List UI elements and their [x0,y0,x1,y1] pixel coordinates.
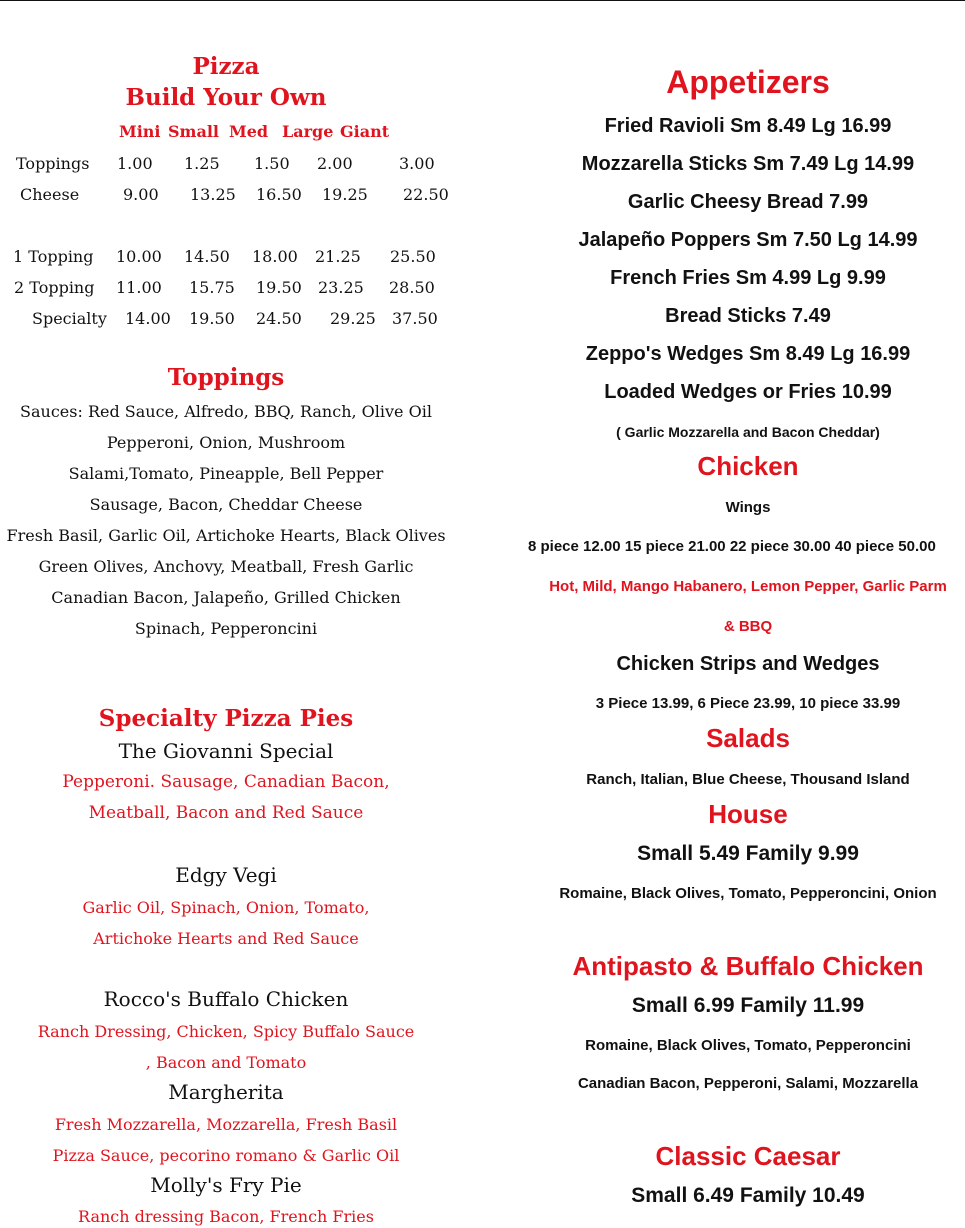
price-giant: 37.50 [392,309,438,328]
appetizer-item: Zeppo's Wedges Sm 8.49 Lg 16.99 [585,343,911,365]
wings-label: Wings [725,499,771,516]
specialty-desc: , Bacon and Tomato [145,1053,307,1072]
price-med: 1.50 [254,154,290,173]
specialty-desc: Ranch Dressing, Chicken, Spicy Buffalo Sauce [37,1022,415,1041]
price-large: 19.25 [322,185,368,204]
price-small: 14.50 [184,247,230,266]
wing-flavors: & BBQ [723,618,773,635]
price-giant: 22.50 [403,185,449,204]
price-mini: 14.00 [125,309,171,328]
size-large: Large [282,122,334,141]
appetizer-item: Mozzarella Sticks Sm 7.49 Lg 14.99 [581,153,915,175]
size-small: Small [168,122,220,141]
toppings-line: Spinach, Pepperoncini [134,619,318,638]
size-giant: Giant [340,122,390,141]
price-large: 29.25 [330,309,376,328]
toppings-line: Canadian Bacon, Jalapeño, Grilled Chicken [51,588,401,607]
specialty-name: Rocco's Buffalo Chicken [103,987,349,1011]
price-small: 1.25 [184,154,220,173]
price-med: 19.50 [256,278,302,297]
house-desc: Romaine, Black Olives, Tomato, Pepperoncini, Onion [559,885,937,902]
price-mini: 11.00 [116,278,162,297]
build-your-own-title: Build Your Own [125,84,327,111]
specialty-desc: Ranch dressing Bacon, French Fries [78,1207,374,1226]
appetizer-item: Loaded Wedges or Fries 10.99 [604,381,892,403]
salad-dressings: Ranch, Italian, Blue Cheese, Thousand Island [586,771,910,788]
row-label: Toppings [16,154,90,173]
price-large: 2.00 [317,154,353,173]
antipasto-title: Antipasto & Buffalo Chicken [572,951,924,981]
specialty-desc: Pepperoni. Sausage, Canadian Bacon, [62,772,390,792]
toppings-line: Sausage, Bacon, Cheddar Cheese [89,495,363,514]
strips-title: Chicken Strips and Wedges [616,653,880,675]
appetizer-item: Fried Ravioli Sm 8.49 Lg 16.99 [604,115,892,137]
price-giant: 28.50 [389,278,435,297]
house-price: Small 5.49 Family 9.99 [637,842,859,865]
specialty-name: Molly's Fry Pie [150,1173,302,1197]
wing-prices: 8 piece 12.00 15 piece 21.00 22 piece 30.00 40 piece 50.00 [528,538,936,555]
specialty-desc: Garlic Oil, Spinach, Onion, Tomato, [82,898,370,917]
specialty-desc: Meatball, Bacon and Red Sauce [88,803,364,823]
antipasto-desc: Romaine, Black Olives, Tomato, Pepperoncini [585,1037,911,1054]
price-mini: 9.00 [123,185,159,204]
chicken-title: Chicken [697,451,799,481]
price-large: 21.25 [315,247,361,266]
appetizer-item: Bread Sticks 7.49 [665,305,831,327]
specialty-name: Margherita [168,1080,284,1104]
antipasto-desc: Canadian Bacon, Pepperoni, Salami, Mozzarella [577,1075,919,1092]
row-label: 2 Topping [14,278,95,297]
row-label: Cheese [20,185,80,204]
price-small: 13.25 [190,185,236,204]
size-med: Med [229,122,269,141]
toppings-title: Toppings [167,364,285,391]
row-label: Specialty [32,309,107,328]
specialty-desc: Pizza Sauce, pecorino romano & Garlic Oil [52,1146,400,1165]
size-mini: Mini [119,122,161,141]
price-large: 23.25 [318,278,364,297]
toppings-line: Green Olives, Anchovy, Meatball, Fresh Garlic [38,557,414,576]
salads-title: Salads [706,723,790,753]
specialty-desc: Artichoke Hearts and Red Sauce [93,929,359,948]
price-giant: 25.50 [390,247,436,266]
strips-prices: 3 Piece 13.99, 6 Piece 23.99, 10 piece 33.99 [595,695,901,712]
house-title: House [708,799,788,829]
caesar-price: Small 6.49 Family 10.49 [631,1184,865,1207]
specialty-title: Specialty Pizza Pies [98,705,354,732]
specialty-name: Edgy Vegi [175,863,277,887]
specialty-name: The Giovanni Special [118,739,334,763]
price-small: 19.50 [189,309,235,328]
appetizers-title: Appetizers [666,64,830,100]
toppings-line: Salami,Tomato, Pineapple, Bell Pepper [68,464,384,483]
antipasto-price: Small 6.99 Family 11.99 [631,994,865,1017]
top-border [0,0,965,1]
specialty-desc: Fresh Mozzarella, Mozzarella, Fresh Basil [54,1115,398,1134]
wing-flavors: Hot, Mild, Mango Habanero, Lemon Pepper, Garlic Parm [549,578,947,595]
toppings-line: Pepperoni, Onion, Mushroom [106,433,346,452]
pizza-title: Pizza [192,53,260,80]
price-small: 15.75 [189,278,235,297]
price-mini: 1.00 [117,154,153,173]
toppings-line: Sauces: Red Sauce, Alfredo, BBQ, Ranch, Olive Oil [20,402,432,421]
appetizer-item: Jalapeño Poppers Sm 7.50 Lg 14.99 [578,229,918,251]
price-giant: 3.00 [399,154,435,173]
toppings-line: Fresh Basil, Garlic Oil, Artichoke Hearts, Black Olives [6,526,446,545]
price-med: 24.50 [256,309,302,328]
appetizer-item: Garlic Cheesy Bread 7.99 [627,191,869,213]
row-label: 1 Topping [13,247,94,266]
appetizer-note: ( Garlic Mozzarella and Bacon Cheddar) [616,424,880,440]
price-med: 16.50 [256,185,302,204]
caesar-title: Classic Caesar [655,1141,841,1171]
price-med: 18.00 [252,247,298,266]
appetizer-item: French Fries Sm 4.99 Lg 9.99 [610,267,886,289]
price-mini: 10.00 [116,247,162,266]
